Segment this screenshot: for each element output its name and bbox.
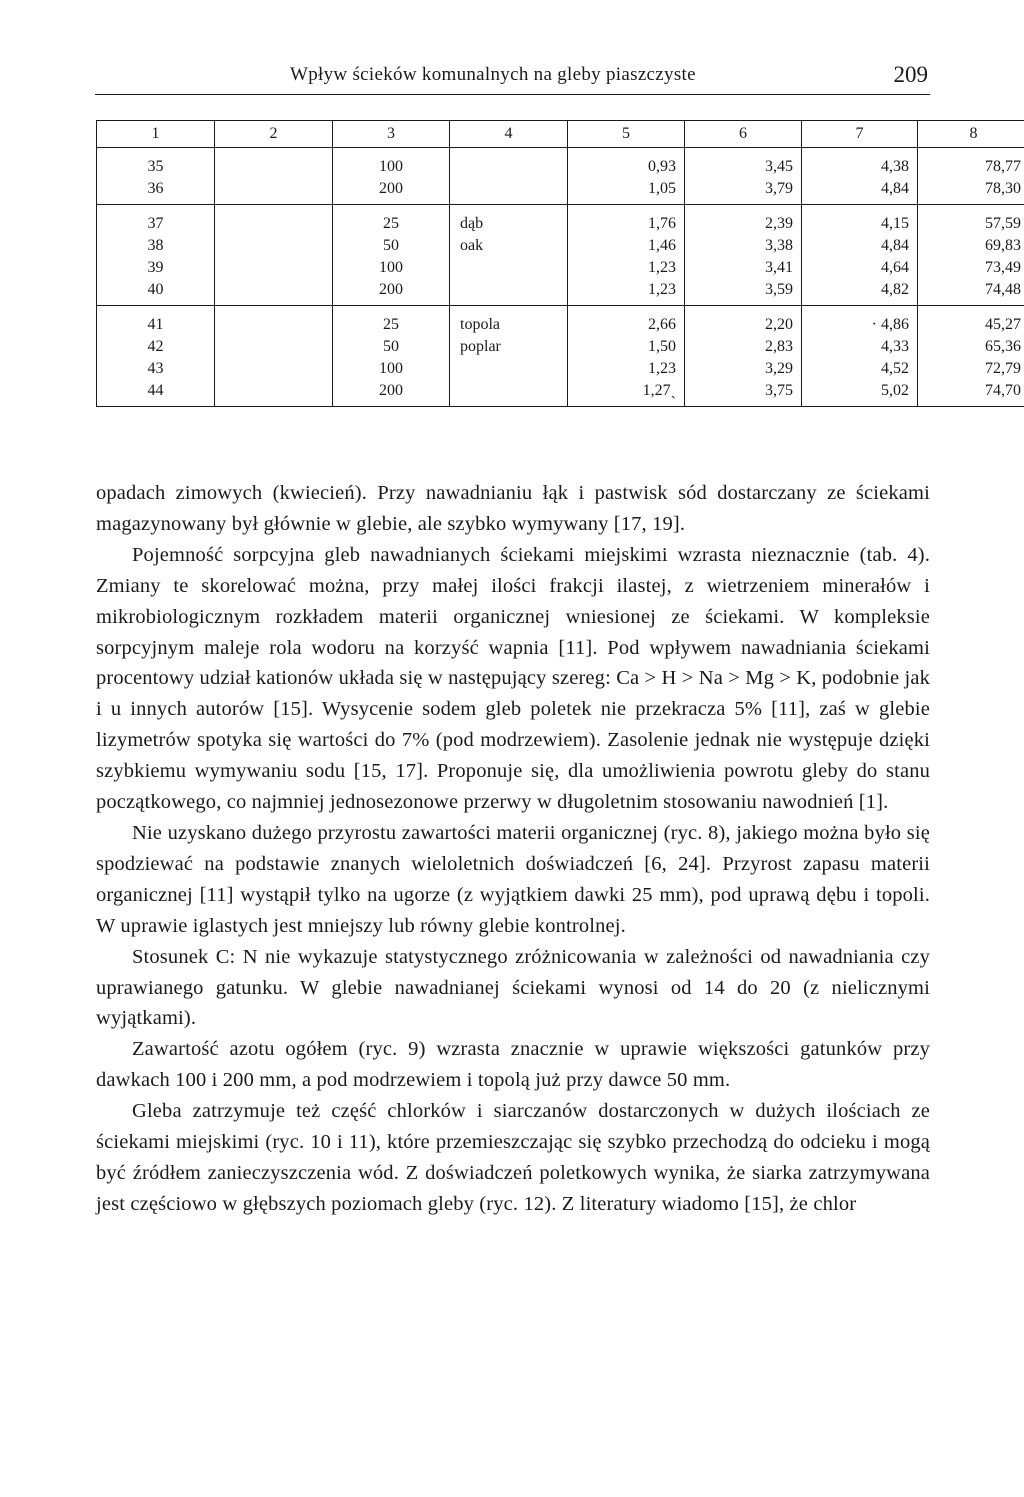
table-cell <box>215 380 333 407</box>
table-cell: 65,36 <box>918 336 1024 358</box>
table-cell: 4,84 <box>802 178 918 205</box>
table-cell <box>215 358 333 380</box>
table-cell: 4,82 <box>802 279 918 306</box>
table-cell: poplar <box>450 336 568 358</box>
table-cell: 1,46 <box>568 235 685 257</box>
table-cell: 50 <box>333 336 450 358</box>
paragraph: Pojemność sorpcyjna gleb nawadnianych ściekami miejskimi wzrasta nieznacznie (tab. 4). Zmiany te skorelować można, przy małej ilości frakcji ilastej, z wietrzeniem minerałów i mikrobiologicznym rozkładem materii organicznej wniesionej ze ściekami. W kompleksie sorpcyjnym maleje rola wodoru na korzyść wapnia [11]. Pod wpływem nawadniania ściekami procentowy udział kationów układa się w następujący szereg: Ca > H > Na > Mg > K, podobnie jak i u innych autorów [15]. Wysycenie sodem gleb poletek nie przekracza 5% [11], zaś w glebie lizymetrów spotyka się wartości do 7% (pod modrzewiem). Zasolenie jednak nie występuje dzięki szybkiemu wymywaniu sodu [15, 17]. Proponuje się, dla umożliwienia powrotu gleby do stanu początkowego, co najmniej jednosezonowe przerwy w długoletnim stosowaniu nawodnień [1]. <box>96 543 931 814</box>
running-title: Wpływ ścieków komunalnych na gleby piaszczyste <box>290 64 696 85</box>
column-header: 5 <box>568 121 685 148</box>
paragraph: Stosunek C: N nie wykazuje statystycznego zróżnicowania w zależności od nawadniania czy uprawianego gatunku. W glebie nawadnianej ściekami wynosi od 14 do 20 (z nielicznymi wyjątkami). <box>96 945 930 1030</box>
paragraph: opadach zimowych (kwiecień). Przy nawadnianiu łąk i pastwisk sód dostarczany ze ściekami magazynowany był głównie w glebie, ale szybko wymywany [17, 19]. <box>96 482 930 535</box>
table-cell: 78,30 <box>918 178 1024 205</box>
table-cell: 5,02 <box>802 380 918 407</box>
table-cell: 42 <box>97 336 215 358</box>
table-cell: 2,20 <box>685 306 802 337</box>
table-body <box>97 148 1024 407</box>
table-cell: 200 <box>333 178 450 205</box>
column-header: 8 <box>918 121 1024 148</box>
table-row <box>97 257 1024 279</box>
table-cell <box>215 148 333 179</box>
table-cell: 36 <box>97 178 215 205</box>
table-cell: 100 <box>333 358 450 380</box>
table-cell: 1,76 <box>568 205 685 236</box>
table-cell: · 4,86 <box>802 306 918 337</box>
table-cell: 100 <box>333 148 450 179</box>
table-cell: 4,15 <box>802 205 918 236</box>
table-row <box>97 336 1024 358</box>
table-cell: 37 <box>97 205 215 236</box>
table-cell: 3,45 <box>685 148 802 179</box>
table-cell: 43 <box>97 358 215 380</box>
table-row <box>97 148 1024 179</box>
table-cell: 39 <box>97 257 215 279</box>
table-cell: dąb <box>450 205 568 236</box>
table-row <box>97 279 1024 306</box>
table-cell: 1,27ˎ <box>568 380 685 407</box>
table-cell <box>215 205 333 236</box>
table-row <box>97 358 1024 380</box>
table-cell: 3,59 <box>685 279 802 306</box>
paragraph: Gleba zatrzymuje też część chlorków i siarczanów dostarczonych w dużych ilościach ze ściekami miejskimi (ryc. 10 i 11), które przemieszczając się szybko przechodzą do odcieku i mogą być źródłem zanieczyszczenia wód. Z doświadczeń poletkowych wynika, że siarka zatrzymywana jest częściowo w głębszych poziomach gleby (ryc. 12). Z literatury wiadomo [15], że chlor <box>96 1100 930 1215</box>
table-cell: 25 <box>333 306 450 337</box>
table-cell <box>450 257 568 279</box>
table-cell: 41 <box>97 306 215 337</box>
table-cell: 4,64 <box>802 257 918 279</box>
table-cell: 73,49 <box>918 257 1024 279</box>
column-header: 2 <box>215 121 333 148</box>
running-head <box>95 58 930 95</box>
column-header: 4 <box>450 121 568 148</box>
table-cell: 0,93 <box>568 148 685 179</box>
table-cell <box>215 257 333 279</box>
table-cell: 35 <box>97 148 215 179</box>
table-cell: 4,33 <box>802 336 918 358</box>
table-cell: 3,41 <box>685 257 802 279</box>
table-cell: 3,79 <box>685 178 802 205</box>
table-cell <box>215 178 333 205</box>
table-cell: 78,77 <box>918 148 1024 179</box>
column-header: 7 <box>802 121 918 148</box>
table-cell: 74,48 <box>918 279 1024 306</box>
table-cell: 25 <box>333 205 450 236</box>
table-cell: 100 <box>333 257 450 279</box>
table-cell <box>215 336 333 358</box>
table-cell: 1,23 <box>568 358 685 380</box>
table-cell: 1,50 <box>568 336 685 358</box>
table-cell <box>450 279 568 306</box>
table-cell: 4,38 <box>802 148 918 179</box>
column-header: 6 <box>685 121 802 148</box>
column-header: 3 <box>333 121 450 148</box>
table-cell <box>450 148 568 179</box>
body-text <box>96 478 930 1220</box>
table-cell <box>215 279 333 306</box>
page-number: 209 <box>893 62 928 87</box>
table-cell: 45,27 <box>918 306 1024 337</box>
table-row <box>97 380 1024 407</box>
table-cell <box>215 306 333 337</box>
table-cell: 40 <box>97 279 215 306</box>
table-row <box>97 235 1024 257</box>
table-cell: 44 <box>97 380 215 407</box>
table-cell <box>450 380 568 407</box>
table-cell: 4,52 <box>802 358 918 380</box>
column-header: 1 <box>97 121 215 148</box>
table-row <box>97 178 1024 205</box>
table-cell: 4,84 <box>802 235 918 257</box>
paragraph: Zawartość azotu ogółem (ryc. 9) wzrasta znacznie w uprawie większości gatunków przy dawkach 100 i 200 mm, a pod modrzewiem i topolą już przy dawce 50 mm. <box>96 1038 930 1092</box>
table-cell <box>215 235 333 257</box>
table-cell: 74,70 <box>918 380 1024 407</box>
table-cell: 1,23 <box>568 257 685 279</box>
table-cell: 2,39 <box>685 205 802 236</box>
table-cell: 72,79 <box>918 358 1024 380</box>
table-cell: 200 <box>333 279 450 306</box>
table-cell: 2,83 <box>685 336 802 358</box>
table-cell: 69,83 <box>918 235 1024 257</box>
table-row <box>97 306 1024 337</box>
table-cell: 3,75 <box>685 380 802 407</box>
table-cell: 3,38 <box>685 235 802 257</box>
table-cell: 2,66 <box>568 306 685 337</box>
table-row <box>97 205 1024 236</box>
table-cell <box>450 358 568 380</box>
table-cell: topola <box>450 306 568 337</box>
data-table <box>96 120 1024 407</box>
table-cell: oak <box>450 235 568 257</box>
table-cell: 50 <box>333 235 450 257</box>
table-cell: 1,23 <box>568 279 685 306</box>
table-cell <box>450 178 568 205</box>
table-cell: 3,29 <box>685 358 802 380</box>
paragraph: Nie uzyskano dużego przyrostu zawartości materii organicznej (ryc. 8), jakiego można było się spodziewać na podstawie znanych wieloletnich doświadczeń [6, 24]. Przyrost zapasu materii organicznej [11] wystąpił tylko na ugorze (z wyjątkiem dawki 25 mm), pod uprawą dębu i topoli. W uprawie iglastych jest mniejszy lub równy glebie kontrolnej. <box>96 821 930 937</box>
table-cell: 38 <box>97 235 215 257</box>
table-cell: 200 <box>333 380 450 407</box>
table-cell: 57,59 <box>918 205 1024 236</box>
table-header-row <box>97 121 1024 148</box>
table-cell: 1,05 <box>568 178 685 205</box>
